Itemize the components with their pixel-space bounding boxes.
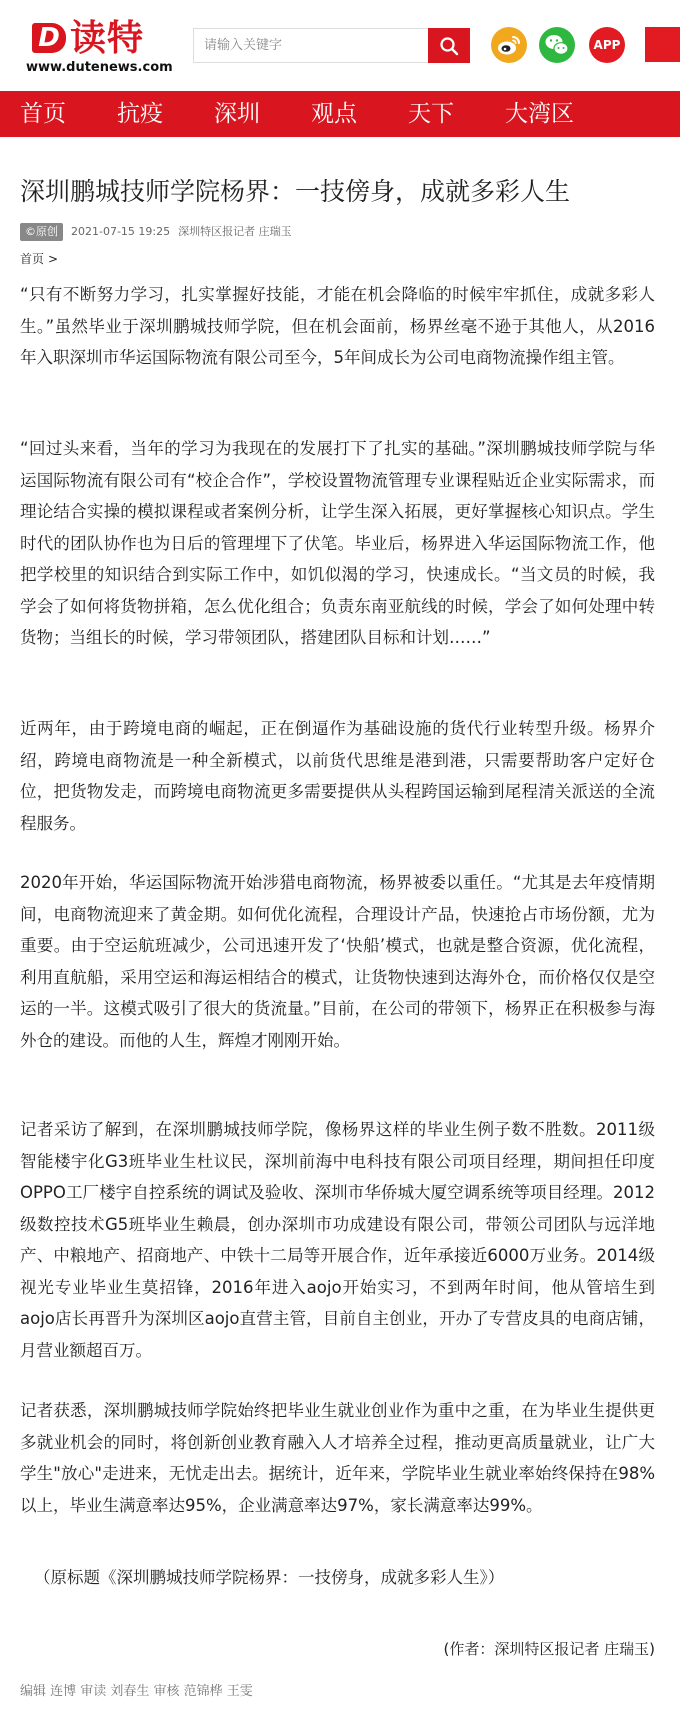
reporter-name: 深圳特区报记者 庄瑞玉 bbox=[178, 225, 292, 238]
breadcrumb-arrow: > bbox=[48, 252, 59, 266]
logo-text: 读特 bbox=[70, 18, 145, 59]
nav-item-opinion[interactable]: 观点 bbox=[311, 101, 357, 127]
breadcrumb-home[interactable]: 首页 bbox=[20, 252, 45, 266]
nav-item-greater-bay-area[interactable]: 大湾区 bbox=[505, 101, 574, 127]
weibo-icon bbox=[491, 27, 527, 63]
author-line: (作者：深圳特区报记者 庄瑞玉) bbox=[443, 1640, 655, 1658]
app-download-button[interactable]: APP bbox=[589, 27, 625, 63]
original-title-note: （原标题《深圳鹏城技师学院杨界：一技傍身，成就多彩人生》） bbox=[34, 1568, 505, 1587]
article-meta bbox=[20, 223, 292, 241]
menu-square[interactable] bbox=[645, 27, 680, 62]
logo-mark: D bbox=[32, 23, 66, 53]
article-paragraph: 2020年开始，华运国际物流开始涉猎电商物流，杨界被委以重任。“尤其是去年疫情期间，电商物流迎来了黄金期。如何优化流程，合理设计产品，快速抢占市场份额，尤为重要。由于空运航班减少，公司迅速开发了‘快船’模式，也就是整合资源，优化流程，利用直航船，采用空运和海运相结合的模式，让货物快速到达海外仓，而价格仅仅是空运的一半。这模式吸引了很大的货流量。”目前，在公司的带领下，杨界正在积极参与海外仓的建设。而他的人生，辉煌才刚刚开始。 bbox=[20, 873, 655, 1050]
publish-datetime: 2021-07-15 19:25 bbox=[71, 225, 171, 238]
site-logo[interactable] bbox=[24, 20, 174, 78]
wechat-button[interactable] bbox=[539, 27, 575, 63]
nav-item-world[interactable]: 天下 bbox=[408, 101, 454, 127]
article-paragraph: 记者获悉，深圳鹏城技师学院始终把毕业生就业创业作为重中之重，在为毕业生提供更多就业机会的同时，将创新创业教育融入人才培养全过程，推动更高质量就业，让广大学生"放心"走进来，无忧走出去。据统计，近年来，学院毕业生就业率始终保持在98%以上，毕业生满意率达95%，企业满意率达97%，家长满意率达99%。 bbox=[20, 1401, 655, 1515]
breadcrumb bbox=[20, 251, 58, 267]
search-button[interactable] bbox=[428, 28, 470, 63]
nav-item-epidemic[interactable]: 抗疫 bbox=[117, 101, 163, 127]
article-paragraph: 近两年，由于跨境电商的崛起，正在倒逼作为基础设施的货代行业转型升级。杨界介绍，跨境电商物流是一种全新模式，以前货代思维是港到港，只需要帮助客户定好仓位，把货物发走，而跨境电商物流更多需要提供从头程跨国运输到尾程清关派送的全流程服务。 bbox=[20, 719, 655, 833]
original-badge: ©原创 bbox=[20, 223, 63, 241]
weibo-button[interactable] bbox=[491, 27, 527, 63]
article-title: 深圳鹏城技师学院杨界：一技傍身，成就多彩人生 bbox=[20, 177, 571, 206]
wechat-icon bbox=[539, 27, 575, 63]
main-nav bbox=[0, 91, 680, 137]
article-paragraph: “只有不断努力学习，扎实掌握好技能，才能在机会降临的时候牢牢抓住，成就多彩人生。”虽然毕业于深圳鹏城技师学院，但在机会面前，杨界丝毫不逊于其他人，从2016年入职深圳市华运国际物流有限公司至今，5年间成长为公司电商物流操作组主管。 bbox=[20, 285, 655, 367]
nav-item-home[interactable]: 首页 bbox=[20, 101, 66, 127]
article-paragraph: 记者采访了解到，在深圳鹏城技师学院，像杨界这样的毕业生例子数不胜数。2011级智能楼宇化G3班毕业生杜议民，深圳前海中电科技有限公司项目经理，期间担任印度OPPO工厂楼宇自控系统的调试及验收、深圳市华侨城大厦空调系统等项目经理。2012级数控技术G5班毕业生赖晨，创办深圳市功成建设有限公司，带领公司团队与远洋地产、中粮地产、招商地产、中铁十二局等开展合作，近年承接近6000万业务。2014级视光专业毕业生莫招锋，2016年进入aojo开始实习，不到两年时间，他从管培生到aojo店长再晋升为深圳区aojo直营主管，目前自主创业，开办了专营皮具的电商店铺，月营业额超百万。 bbox=[20, 1120, 655, 1360]
site-header bbox=[0, 0, 680, 88]
nav-item-shenzhen[interactable]: 深圳 bbox=[214, 101, 260, 127]
search-input[interactable] bbox=[193, 28, 428, 63]
search-icon bbox=[439, 36, 459, 56]
logo-url: www.dutenews.com bbox=[26, 60, 173, 75]
article-paragraph: “回过头来看，当年的学习为我现在的发展打下了扎实的基础。”深圳鹏城技师学院与华运国际物流有限公司有“校企合作”，学校设置物流管理专业课程贴近企业实际需求，而理论结合实操的模拟课程或者案例分析，让学生深入拓展，更好掌握核心知识点。学生时代的团队协作也为日后的管理埋下了伏笔。毕业后，杨界进入华运国际物流工作，他把学校里的知识结合到实际工作中，如饥似渴的学习，快速成长。“当文员的时候，我学会了如何将货物拼箱，怎么优化组合；负责东南亚航线的时候，学会了如何处理中转货物；当组长的时候，学习带领团队，搭建团队目标和计划……” bbox=[20, 439, 655, 647]
editor-credits: 编辑 连博 审读 刘春生 审核 范锦桦 王雯 bbox=[20, 1684, 253, 1699]
